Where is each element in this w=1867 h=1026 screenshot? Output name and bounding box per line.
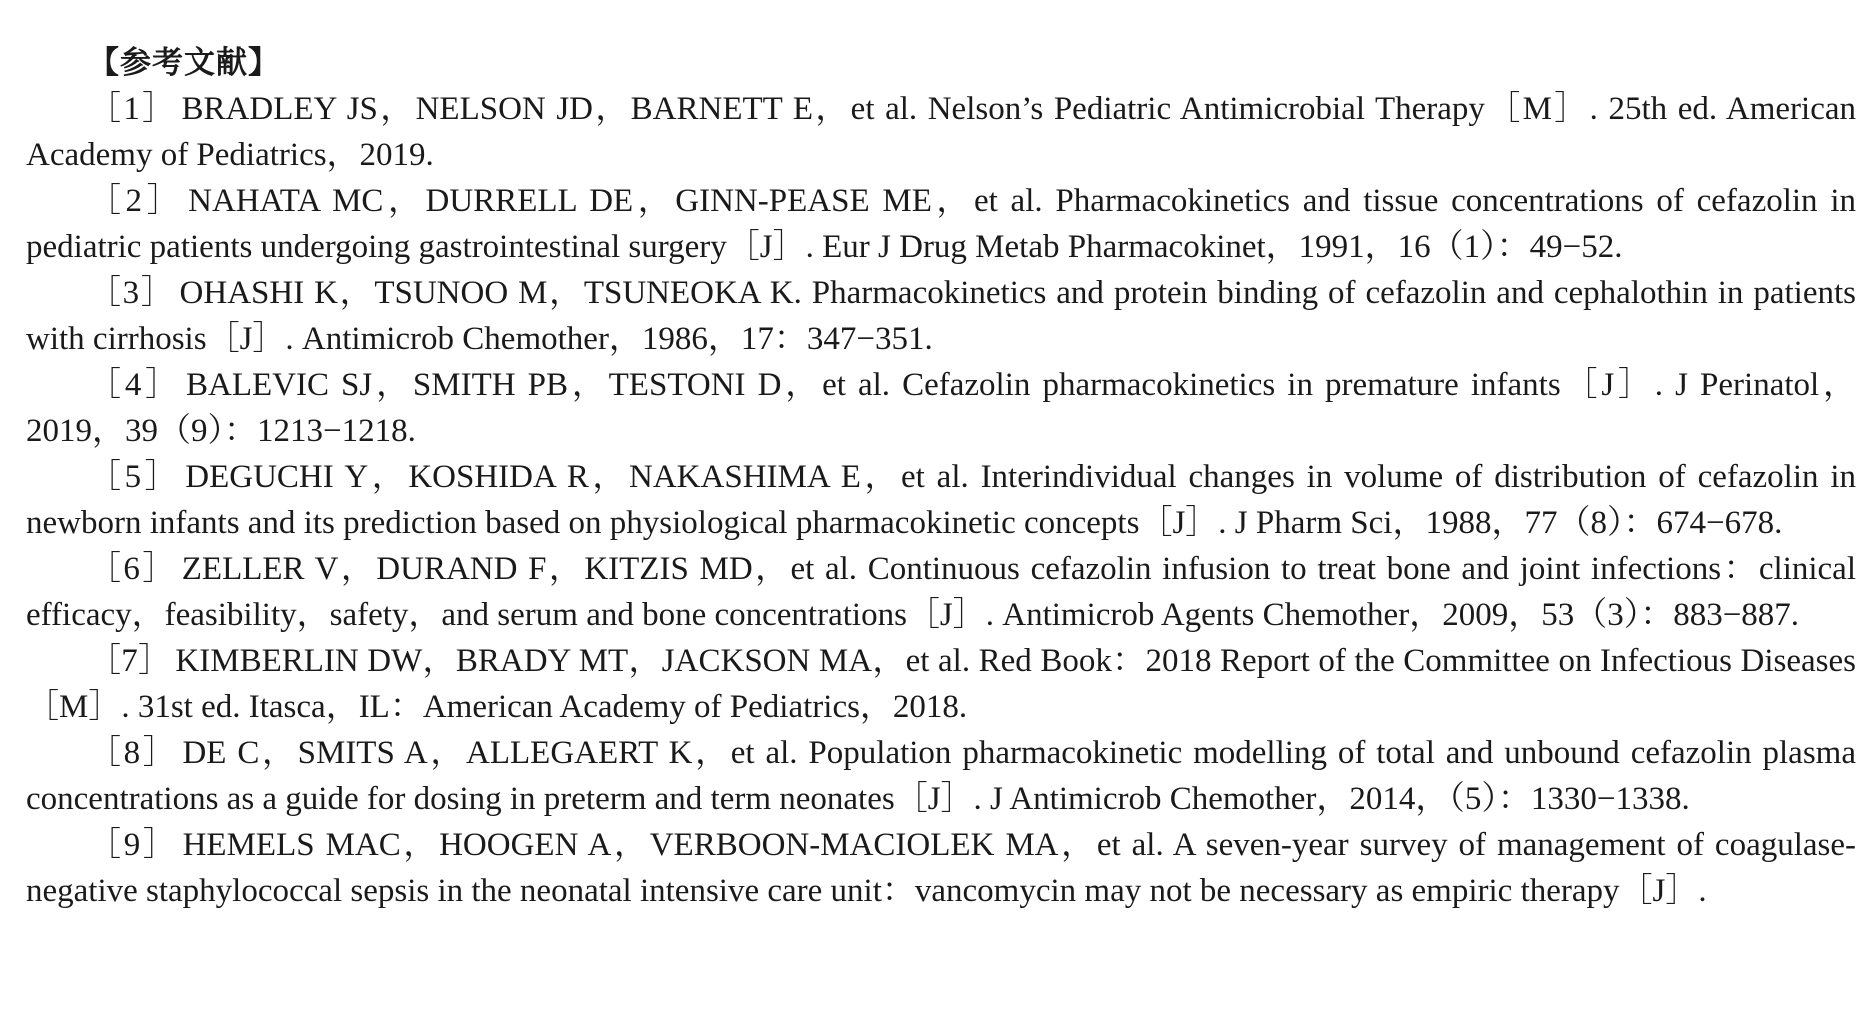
- reference-number: ［6］: [88, 551, 178, 587]
- reference-item: [26, 546, 1856, 638]
- reference-text: OHASHI K，TSUNOO M，TSUNEOKA K. Pharmacokinetics and protein binding of cefazolin and cephalothin in patients with cirrhosis［J］. Antimicrob Chemother，1986，17：347−351.: [26, 275, 1857, 357]
- reference-number: ［4］: [88, 367, 182, 403]
- reference-number: ［8］: [88, 735, 179, 771]
- reference-number: ［2］: [88, 183, 185, 219]
- reference-number: ［5］: [88, 459, 182, 495]
- reference-item: [26, 270, 1856, 362]
- reference-item: [26, 822, 1856, 914]
- reference-item: [26, 178, 1856, 270]
- reference-text: KIMBERLIN DW，BRADY MT，JACKSON MA，et al. Red Book：2018 Report of the Committee on Infectious Diseases［M］. 31st ed. Itasca，IL：American Academy of Pediatrics，2018.: [26, 643, 1856, 725]
- reference-text: BALEVIC SJ，SMITH PB，TESTONI D，et al. Cefazolin pharmacokinetics in premature infants［J］. J Perinatol，2019，39（9）：1213−1218.: [26, 367, 1857, 449]
- reference-item: [26, 454, 1856, 546]
- reference-item: [26, 638, 1856, 730]
- reference-number: ［9］: [88, 827, 179, 863]
- reference-number: ［3］: [88, 275, 176, 311]
- reference-text: BRADLEY JS，NELSON JD，BARNETT E，et al. Nelson’s Pediatric Antimicrobial Therapy［M］. 25th ed. American Academy of Pediatrics，2019.: [26, 91, 1856, 173]
- reference-number: ［7］: [88, 643, 172, 679]
- reference-page: [26, 40, 1856, 914]
- reference-text: HEMELS MAC，HOOGEN A，VERBOON-MACIOLEK MA，et al. A seven-year survey of management of coagulase-negative staphylococcal sepsis in the neonatal intensive care unit：vancomycin may not be necessary as empiric therapy［J］.: [26, 827, 1857, 909]
- reference-item: [26, 362, 1856, 454]
- reference-text: DEGUCHI Y，KOSHIDA R，NAKASHIMA E，et al. Interindividual changes in volume of distribution of cefazolin in newborn infants and its prediction based on physiological pharmacokinetic concepts［J］. J Pharm Sci，1988，77（8）：674−678.: [26, 459, 1856, 541]
- reference-text: ZELLER V，DURAND F，KITZIS MD，et al. Continuous cefazolin infusion to treat bone and joint infections：clinical efficacy，feasibility，safety，and serum and bone concentrations［J］. Antimicrob Agents Chemother，2009，53（3）：883−887.: [26, 551, 1857, 633]
- references-heading: 【参考文献】: [88, 45, 280, 81]
- reference-number: ［1］: [88, 91, 178, 127]
- reference-text: NAHATA MC，DURRELL DE，GINN-PEASE ME，et al. Pharmacokinetics and tissue concentrations of cefazolin in pediatric patients undergoing gastrointestinal surgery［J］. Eur J Drug Metab Pharmacokinet，1991，16（1）：49−52.: [26, 183, 1856, 265]
- reference-text: DE C，SMITS A，ALLEGAERT K，et al. Population pharmacokinetic modelling of total and unbound cefazolin plasma concentrations as a guide for dosing in preterm and term neonates［J］. J Antimicrob Chemother，2014，（5）：1330−1338.: [26, 735, 1856, 817]
- reference-item: [26, 730, 1856, 822]
- reference-item: [26, 86, 1856, 178]
